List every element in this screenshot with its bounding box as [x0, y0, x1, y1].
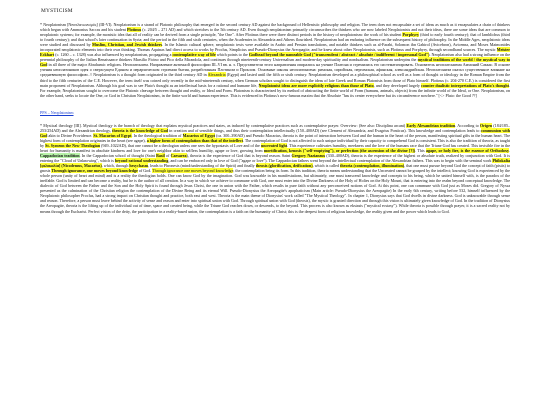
highlighted-phrase: contemplative way of life — [172, 52, 216, 58]
highlighted-phrase: a higher form of contemplation than that of the intellect — [146, 137, 243, 143]
highlighted-phrase: St. Macarius of Egypt — [93, 132, 132, 138]
highlighted-phrase: beyond reason — [255, 152, 280, 158]
highlighted-phrase: Universalism — [272, 57, 295, 63]
document-page — [40, 6, 510, 402]
highlighted-phrase: Phronesis (mind/understanding of the Spirit) — [163, 163, 237, 169]
text-run: (Egypt) and lasted until the fifth or sixth century. Neoplatonism developed as a philosophical school as well as a form of thought or ideology in the Roman Empire from the third to the fifth centuries of the C.E. However, the term itself was coined only recently in the mid-nineteenth century, when German scholars sought to distinguish the ideas of late Greek and Roman Platonists from those of Plato himself. Plotinus (c. 204-270 C.E.) is considered the first main proponent of Neoplatonism. Although his goal was to see Plato's thought as an intellectual basis for a rational and humane life, — [40, 72, 510, 88]
text-run: , manifesting spiritual gifts in the human heart. The highest form of contemplation originates in the heart (see agape), — [40, 132, 510, 143]
text-run: of God. — [137, 168, 153, 174]
text-run: . In the Cappadocian school of thought (Saint — [79, 152, 157, 158]
highlighted-phrase: St. Symeon the New Theologian — [45, 142, 101, 148]
text-run: . The contemplation of God is not affected to such unique individual by their capacity to comprehend God is consistent. This is also the tradition of theoria, as taught by — [40, 137, 510, 148]
text-run: Mystical theology is the branch of theology that explains mystical practices and states, as induced by contemplative practices such as contemplative prayer. Overview: (See also: Disciplina arcani) — [81, 122, 407, 128]
highlighted-phrase: beyond rational understanding — [114, 158, 169, 164]
text-run: of — [164, 152, 171, 158]
text-run: . — [509, 147, 510, 153]
highlighted-phrase: agape, or holy fire, is the essence of Orthodoxy — [425, 147, 509, 153]
highlighted-phrase: counter dualistic interpretations of Plato's thought — [421, 82, 509, 88]
text-run: After Plotinus there were three distinct periods in the history of neoplatonism: the work of his student — [234, 32, 403, 38]
text-run: akin to — [47, 132, 61, 138]
highlighted-phrase: Meister Eckhart — [40, 47, 510, 58]
highlighted-phrase: Godhead beyond the nameable God ("transcendent / abstract / absolute / indifferent / impersonal God") — [248, 52, 430, 58]
highlighted-phrase: Mystical theology [III]. — [43, 122, 82, 128]
highlighted-phrase: Neoplatonist ideas are more explicitly religious than those of Plato — [258, 82, 374, 88]
text-run: and of the — [242, 142, 261, 148]
text-run: . Neoplatonism also had a strong influence on the perennial philosophy of the Italian — [40, 52, 510, 63]
highlighted-phrase: Origen — [479, 122, 493, 128]
highlighted-phrase: highest or absolute truth — [403, 152, 444, 158]
text-run: which points to the — [215, 52, 249, 58]
text-run: Neoplatonism is a strand of Platonic philosophy that emerged in the second century AD against the background of Hellenistic philosophy and religion. The term does not encapsulate a set of ideas as much as it encapsulates a chain of thinkers which began with Ammonius Saccas and his student — [40, 22, 510, 33]
text-run: (184/185–253/254AD) and the Alexandrian theology, — [40, 122, 510, 133]
text-run: . For example, Neoplatonism sought to overcome the Platonic — [40, 82, 510, 93]
text-run: Marsilio Ficino and Pico della Mirandola, and continues through nineteenth-century — [132, 57, 273, 63]
text-run: . This experience cultivates humility, meekness and the love of the humans race that the Triune God has created. This — [287, 142, 480, 148]
text-run: and modern-day spirituality and nondualism. Neoplatonism underpins the — [294, 57, 418, 63]
highlighted-phrase: theoria (contemplation, illumination) — [340, 163, 405, 169]
text-run: , and he knew about other Neoplatonists, such as Plotinus and Porphyry, through secondhand sources. The mystic — [309, 47, 497, 53]
neoplatonism-paragraph — [40, 22, 510, 98]
highlighted-phrase: Renaissance thinkers — [97, 57, 133, 63]
highlighted-phrase: Through ignorance one moves beyond knowledge — [152, 168, 234, 174]
highlighted-phrase: communion with God — [40, 127, 510, 138]
highlighted-phrase: one cannot be a theologian unless one sees the hypostasis of Love — [135, 142, 243, 148]
text-run: (c. 204/5 – 271 AD) and which stretches to the 5th century AD. Even though neoplatonism primarily circumscribes the thinkers who are now labeled Neoplatonists and not their ideas, there are some ideas that are common to neoplatonic systems; for example, — [40, 27, 510, 38]
text-run: in all three of the major Abrahamic religions. Неоплатонизм. Направление античной философии III–VI вв. н. э. Представители этого направления опирались на учение Платона и стремились его систематизировать. Основатель неоплатонизма Аммоний Саккас. В основе учения неоплатоников идея о сверхсущем Едином и иерархическом строении бытия, разработанная Плотином и Проклом. Основные школы неоплатонизма: римская, сирийская, пергамская, афинская, александрийская. Неоплатонизм оказал существенное влияние на средневековую философию. // Neoplatonism is a thought form originated in the third century AD in — [40, 62, 510, 78]
highlighted-phrase: Muslim, Christian, and Jewish thinkers — [92, 42, 163, 48]
text-run: (330–400AD), theoria is the experience of the — [325, 152, 404, 158]
highlighted-phrase: point of interaction between God and the human in the heart of the person — [304, 132, 427, 138]
highlighted-phrase: Early Alexandrian tradition — [406, 122, 456, 128]
highlighted-phrase: Philokalia [φιλοκαλία] (Nicodemus, Macarius) — [40, 158, 510, 169]
text-run: , and can be embraced only in love of God ("agape or love"). The Cappadocian fathers went beyond the intellectual contemplation of the Alexandrian fathers. This was to begin with the seminal work — [168, 158, 493, 164]
text-run: . Platonism is characterized by its method of abstracting the finite world of Form (humans, animals, objects) from the infinite world of the Ideal, or One. Neoplatonism, on the other hand, seeks to locate the One, or God in Christian Neoplatonism, in the finite world and human experience. This is evidenced in Plotinus's now-famous maxim that the Absolute "has its center everywhere but its circumference nowhere." [<> Plato: the Good ??] — [40, 87, 510, 98]
text-run: (c. 1260 – c. 1328) was also influenced by neoplatonism, propagating a — [54, 52, 173, 58]
page-heading: MYSTICISM — [41, 8, 73, 14]
highlighted-phrase: Divine Providence — [60, 132, 92, 138]
highlighted-phrase: Basil — [156, 152, 165, 158]
text-run: ), theoria is the experience of God that is — [186, 152, 256, 158]
highlighted-phrase: Proclus, Simplicius and Pseudo-Dionysius the Areopagite — [215, 47, 310, 53]
text-run: for humanity is manifest in absolute kindness and love for one's neighbor akin to selfless humility, agape or love, growing from — [48, 147, 264, 153]
highlighted-phrase: Neoplatonism [Neoπλατωνισμός] (III-VI). — [43, 22, 113, 27]
text-run: , which, through — [101, 163, 130, 169]
text-run: , the contemplation being its form. In this tradition, theoria means understanding that the Uncreated cannot be grasped by the intellect; knowing God is experienced by the whole person (unity of heart and mind) and is a reality the theologian holds. One can know God by the imagination. God was knowable in his manifestations, but ultimately, one must transcend knowledge and concepts to his being, which he united himself with, is the paradox of the ineffable. God is limited and can become a reality, but he is the author of all creation. In a way in which we achieve to commune with God, one must enter into the Divine Darkness of the Holy of Holies on the Holy Mount, that is entering into the realm beyond conceptual knowledge. The dialectic of God between the Father and the Son and the Holy Spirit is found through Jesus Christ, the one in union with the Father, which results in pure faith without any preconceived notions of God. At this point, one can commune with God just as Moses did. Gregory of Nyssa presented as the culmination of the Christian religion the contemplation of the Divine Being and its eternal Will. Pseudo-Dionysius the Areopagite's apophaticism (Main article: Pseudo-Dionysius the Areopagite) In the early 6th century, writing before 532, himself influenced by the Neoplatonic philosopher Proclus, had a strong impact on Christian thought and practice, both east and west. Theoria is the main theme of Dionysius' work called "The Mystical Theology". In chapter 1, Dionysius says that God dwells in divine darkness. God is unknowable through sense and reason. Therefore, a person must leave behind the activity of sense and reason and enter into spiritual union with God. Through spiritual union with God (theosis), the mystic is granted direction and through this vision is ultimately given knowledge of God. In the tradition of Dionysius the Areopagite, theoria is the lifting up of the individual out of time, space and created being, while the Triune God reaches down, or descends, to the beyond. This process is also known as ekstasis ("mystical ecstasy"). While theoria is possible through prayer, it is a sacred reality not by means through the Eucharist. Perfect vision of the deity, the participation in a reality-based union, the contemplation is a faith on the humanity of Christ; this is the deepest form of religious knowledge, the reality given and the power which leads to God. — [40, 168, 510, 214]
highlighted-phrase: Plotinus — [127, 27, 142, 33]
highlighted-phrase: Porphyry — [402, 32, 420, 38]
text-run: , which is called — [312, 163, 341, 169]
highlighted-phrase: mystical traditions of the world / the mystical way to God — [40, 57, 510, 68]
text-run: (ca. 300–390AD) and Pseudo Macarius, theoria is the — [215, 132, 305, 138]
highlighted-phrase: Gregory Nazianzus — [291, 152, 326, 158]
text-run: . Saint — [279, 152, 292, 158]
text-run: . In the theological tradition of — [131, 132, 183, 138]
text-run: , and they developed largely — [373, 82, 422, 88]
text-run: in creation and of sensible things, and thus their contemplation intellectually (150–400AD) (see Clement of Alexandria, and Evagrius Ponticus). This knowledge and contemplation leads to — [167, 127, 481, 133]
text-run: (949–1022AD), that — [100, 142, 136, 148]
highlighted-phrase: hesychasm — [129, 163, 149, 169]
highlighted-phrase: invisible fire in the heart — [40, 142, 510, 153]
highlighted-phrase: Macarius of Egypt — [182, 132, 216, 138]
mystical-theology-paragraph — [40, 123, 510, 214]
highlighted-phrase: Alexandria — [207, 72, 226, 78]
highlighted-phrase: the monistic idea that all of reality can be derived from a single principle, "the One". — [96, 32, 235, 38]
highlighted-phrase: cleavage between thought and reality, or Ideal and Form — [139, 87, 232, 93]
pps-neoplatonism-link[interactable]: PPS – Neoplatonism — [40, 109, 74, 115]
highlighted-phrase: theosis (glorification, deification) — [255, 163, 313, 169]
highlighted-phrase: Cappadocian tradition — [40, 152, 80, 158]
text-run: * — [40, 22, 44, 27]
highlighted-phrase: mortification, kenosis ("self-emptying"), or perfection (the ascension of the divine [?]) — [263, 147, 416, 153]
text-run: and finally — [236, 163, 256, 169]
highlighted-phrase: Through ignorance, one moves beyond knowledge — [51, 168, 138, 174]
text-run: , that one must pursue beyond God the concept of faith (pistis) to gnosis — [40, 163, 510, 174]
text-run: (third to early fourth century); that of Iamblichus (third to fourth century); and that school's later continuation in Syria; and the period in the fifth and sixth centuries, when the Academies in Alexandria and Athens flourished. Neoplatonism had an enduring influence on the subsequent history of philosophy. In the Middle Ages, neoplatonic ideas were studied and discussed by — [40, 32, 510, 48]
text-run: . This — [415, 147, 426, 153]
highlighted-phrase: uncreated light — [260, 142, 288, 148]
text-run: , leads to — [148, 163, 164, 169]
highlighted-phrase: Caesarea — [170, 152, 187, 158]
text-run: . — [91, 132, 93, 138]
text-run: . In the Islamic cultural sphere, neoplatonic texts were available in Arabic and Persian translations, and notable thinkers such as al-Farabi, Solomon ibn Gabirol (Avicebron), Avicenna, and Moses Maimonides incorporated neoplatonic elements into their own thinking. Thomas Aquinas had direct access to works by — [40, 42, 510, 53]
text-run: . According to — [455, 122, 480, 128]
text-run: * — [40, 122, 44, 128]
highlighted-phrase: theoria is the knowledge of God — [112, 127, 168, 133]
text-run: , realized by conjunction with God. It is entering the "Cloud of Unknowing", which is — [40, 152, 510, 164]
